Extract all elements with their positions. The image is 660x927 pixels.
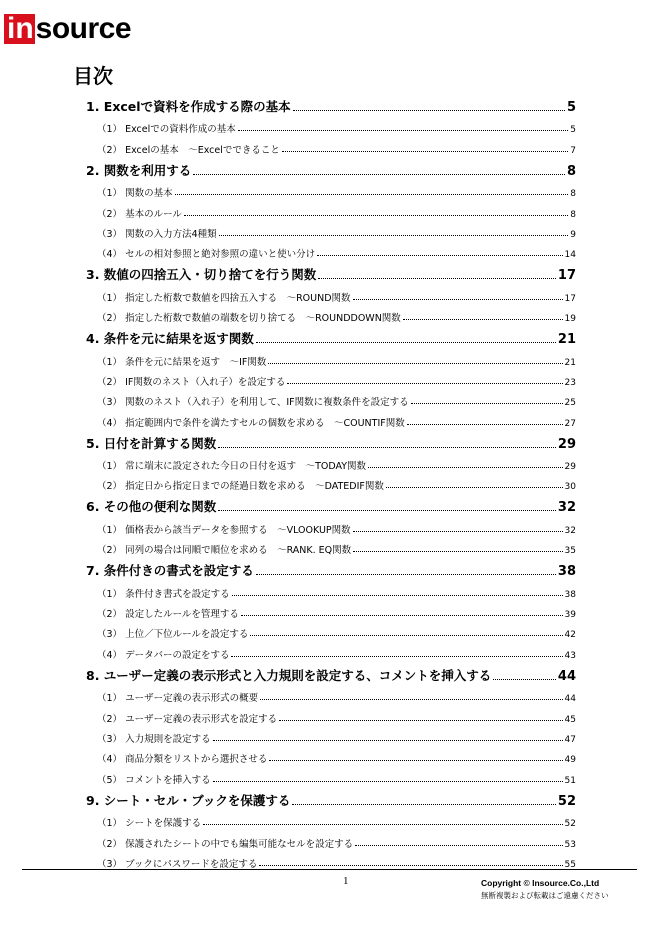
toc-entry-title: （1） シートを保護する [97,818,202,830]
toc-section-entry[interactable] [78,600,576,620]
toc-chapter-entry[interactable] [78,92,576,115]
toc-chapter-entry[interactable] [78,556,576,579]
toc-entry-title: （3） 関数のネスト（入れ子）を利用して、IF関数に複数条件を設定する [97,397,409,409]
toc-entry-title: 9. シート・セル・ブックを保護する [86,792,291,808]
toc-entry-page: 44 [557,668,576,684]
toc-entry-title: （4） セルの相対参照と絶対参照の違いと使い分け [97,249,316,261]
toc-section-entry[interactable] [78,829,576,849]
toc-section-entry[interactable] [78,745,576,765]
toc-dot-leader [368,467,562,468]
toc-dot-leader [269,760,562,761]
toc-entry-page: 21 [557,332,576,348]
toc-entry-page: 39 [564,610,576,621]
toc-entry-title: （2） Excelの基本 ～Excelでできること [97,144,280,156]
toc-dot-leader [355,845,562,846]
toc-dot-leader [219,235,569,236]
toc-entry-page: 27 [564,418,576,429]
toc-chapter-entry[interactable] [78,324,576,347]
toc-entry-title: （4） 指定範囲内で条件を満たすセルの個数を求める ～COUNTIF関数 [97,417,405,429]
toc-dot-leader [268,363,562,364]
toc-section-entry[interactable] [78,536,576,556]
toc-dot-leader [353,299,563,300]
toc-chapter-entry[interactable] [78,260,576,283]
toc-entry-title: （1） Excelでの資料作成の基本 [97,124,236,136]
toc-entry-page: 8 [566,163,576,179]
toc-dot-leader [232,595,563,596]
toc-section-entry[interactable] [78,135,576,155]
toc-entry-page: 5 [570,125,576,136]
toc-section-entry[interactable] [78,850,576,870]
toc-entry-title: （3） 関数の入力方法4種類 [97,228,217,240]
toc-dot-leader [256,342,556,343]
toc-dot-leader [250,635,562,636]
toc-entry-page: 17 [564,293,576,304]
toc-section-entry[interactable] [78,347,576,367]
toc-entry-page: 5 [566,100,576,115]
toc-entry-title: （3） 入力規則を設定する [97,733,211,745]
toc-entry-page: 29 [564,462,576,473]
toc-dot-leader [218,510,556,511]
toc-entry-page: 17 [557,268,576,284]
toc-dot-leader [282,151,568,152]
toc-entry-page: 52 [557,793,576,809]
toc-entry-title: （2） ユーザー定義の表示形式を設定する [97,713,278,725]
toc-entry-title: （1） 常に端末に設定された今日の日付を返す ～TODAY関数 [97,461,367,473]
toc-entry-page: 14 [564,250,576,261]
toc-dot-leader [259,865,562,866]
toc-entry-title: （3） ブックにパスワードを設定する [97,858,258,870]
toc-dot-leader [238,130,569,131]
toc-dot-leader [317,255,562,256]
toc-section-entry[interactable] [78,765,576,785]
toc-dot-leader [218,447,556,448]
toc-chapter-entry[interactable] [78,429,576,452]
toc-entry-page: 21 [564,357,576,368]
toc-entry-page: 42 [564,630,576,641]
toc-dot-leader [287,383,562,384]
toc-entry-title: （2） 基本のルール [97,208,182,220]
toc-entry-title: （4） データバーの設定をする [97,649,230,661]
toc-entry-page: 49 [564,755,576,766]
toc-dot-leader [193,174,565,175]
toc-entry-title: （3） 上位／下位ルールを設定する [97,629,249,641]
toc-dot-leader [175,194,569,195]
toc-entry-page: 32 [564,525,576,536]
toc-dot-leader [403,319,563,320]
toc-entry-title: （2） 設定したルールを管理する [97,609,239,621]
toc-entry-page: 29 [557,436,576,452]
toc-entry-page: 55 [564,859,576,870]
toc-entry-page: 53 [564,839,576,850]
toc-dot-leader [203,824,562,825]
toc-section-entry[interactable] [78,472,576,492]
toc-entry-page: 52 [564,819,576,830]
toc-section-entry[interactable] [78,620,576,640]
toc-dot-leader [493,679,556,680]
toc-section-entry[interactable] [78,408,576,428]
toc-entry-title: 1. Excelで資料を作成する際の基本 [86,99,291,114]
toc-entry-title: （2） IF関数のネスト（入れ子）を設定する [97,376,286,388]
toc-section-entry[interactable] [78,220,576,240]
toc-chapter-entry[interactable] [78,786,576,809]
toc-entry-page: 51 [564,775,576,786]
toc-section-entry[interactable] [78,115,576,135]
toc-section-entry[interactable] [78,704,576,724]
toc-section-entry[interactable] [78,515,576,535]
toc-dot-leader [241,615,563,616]
toc-entry-title: （2） 指定日から指定日までの経過日数を求める ～DATEDIF関数 [97,481,384,493]
toc-entry-title: （1） 指定した桁数で数値を四捨五入する ～ROUND関数 [97,292,351,304]
toc-entry-page: 32 [557,500,576,516]
toc-entry-title: （2） 指定した桁数で数値の端数を切り捨てる ～ROUNDDOWN関数 [97,313,401,325]
toc-dot-leader [411,403,563,404]
toc-entry-page: 44 [564,694,576,705]
toc-dot-leader [353,551,562,552]
toc-entry-title: （1） 価格表から該当データを参照する ～VLOOKUP関数 [97,524,351,536]
toc-entry-title: （5） コメントを挿入する [97,774,211,786]
toc-entry-page: 38 [564,589,576,600]
toc-entry-page: 8 [570,189,576,200]
toc-entry-title: （1） 関数の基本 [97,188,173,200]
toc-entry-page: 43 [564,650,576,661]
toc-entry-title: 2. 関数を利用する [86,162,192,178]
toc-chapter-entry[interactable] [78,156,576,179]
toc-entry-title: （2） 同列の場合は同順で順位を求める ～RANK. EQ関数 [97,545,352,557]
copyright-text: Copyright © Insource.Co.,Ltd [481,878,600,888]
toc-entry-title: 6. その他の便利な関数 [86,499,217,515]
toc-entry-title: （1） 条件付き書式を設定する [97,588,230,600]
toc-section-entry[interactable] [78,452,576,472]
toc-entry-page: 8 [570,209,576,220]
toc-chapter-entry[interactable] [78,661,576,684]
toc-dot-leader [386,487,563,488]
toc-section-entry[interactable] [78,179,576,199]
toc-dot-leader [292,804,555,805]
toc-entry-title: 5. 日付を計算する関数 [86,435,217,451]
toc-entry-title: 7. 条件付きの書式を設定する [86,563,254,579]
toc-entry-page: 9 [570,229,576,240]
toc-entry-title: 8. ユーザー定義の表示形式と入力規則を設定する、コメントを挿入する [86,667,492,683]
toc-entry-page: 30 [564,482,576,493]
toc-section-entry[interactable] [78,684,576,704]
toc-entry-title: （1） 条件を元に結果を返す ～IF関数 [97,356,267,368]
copyright-note: 無断複製および転載はご遠慮ください [481,891,609,900]
logo-source: source [35,12,132,45]
toc-dot-leader [231,656,562,657]
toc-section-entry[interactable] [78,304,576,324]
toc-entry-title: 4. 条件を元に結果を返す関数 [86,331,254,347]
toc-dot-leader [260,699,562,700]
toc-section-entry[interactable] [78,388,576,408]
toc-section-entry[interactable] [78,725,576,745]
toc-dot-leader [279,720,562,721]
toc-entry-page: 25 [564,398,576,409]
toc-section-entry[interactable] [78,809,576,829]
toc-entry-page: 47 [564,734,576,745]
toc-chapter-entry[interactable] [78,492,576,515]
toc-dot-leader [256,574,556,575]
toc-entry-page: 7 [570,145,576,156]
toc-entry-page: 19 [564,314,576,325]
toc-dot-leader [293,110,565,111]
toc-dot-leader [213,781,563,782]
toc-entry-page: 38 [557,564,576,580]
toc-dot-leader [407,424,563,425]
toc-entry-title: （1） ユーザー定義の表示形式の概要 [97,693,259,705]
toc-entry-title: （4） 商品分類をリストから選択させる [97,754,268,766]
page-title: 目次 [73,64,113,88]
footer-divider [22,869,637,870]
toc-dot-leader [184,215,568,216]
toc-dot-leader [318,278,556,279]
toc-section-entry[interactable] [78,283,576,303]
toc-section-entry[interactable] [78,368,576,388]
insource-logo [4,14,131,44]
toc-section-entry[interactable] [78,240,576,260]
logo-in: in [4,14,35,44]
toc-entry-page: 45 [564,714,576,725]
toc-section-entry[interactable] [78,640,576,660]
toc-section-entry[interactable] [78,199,576,219]
toc-entry-page: 23 [564,377,576,388]
page-number: 1 [343,875,349,887]
toc-entry-page: 35 [564,546,576,557]
toc-dot-leader [353,531,563,532]
toc-section-entry[interactable] [78,579,576,599]
table-of-contents [78,92,576,870]
toc-entry-title: （2） 保護されたシートの中でも編集可能なセルを設定する [97,838,354,850]
toc-entry-title: 3. 数値の四捨五入・切り捨てを行う関数 [86,267,317,283]
toc-dot-leader [213,740,563,741]
